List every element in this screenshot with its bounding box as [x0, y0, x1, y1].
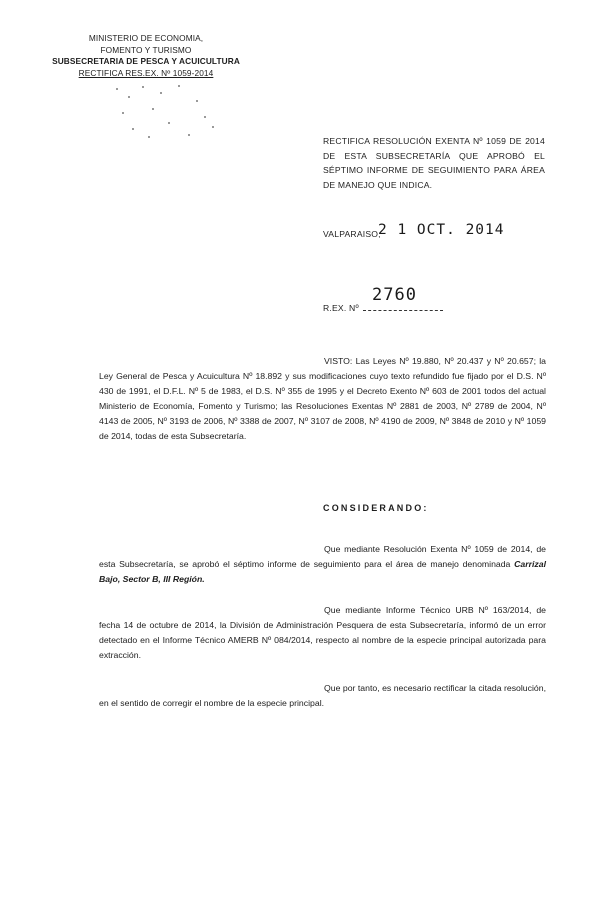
considerando-paragraph-3: Que por tanto, es necesario rectificar la citada resolución, en el sentido de corregir el nombre de la especie principal.	[99, 683, 546, 708]
rex-number-line	[363, 310, 443, 311]
stamped-date: 2 1 OCT. 2014	[378, 222, 505, 238]
document-subject: RECTIFICA RESOLUCIÓN EXENTA Nº 1059 DE 2014 DE ESTA SUBSECRETARÍA QUE APROBÓ EL SÉPTIMO INFORME DE SEGUIMIENTO PARA ÁREA DE MANEJO QUE INDICA.	[323, 136, 545, 190]
resolution-number: 2760	[372, 285, 417, 305]
place-label: VALPARAISO,	[323, 229, 381, 239]
area-name: Carrizal Bajo, Sector B, III Región.	[99, 559, 546, 584]
c1-text: Que mediante Resolución Exenta Nº 1059 de 2014, de esta Subsecretaría, se aprobó el séptimo informe de seguimiento para el área de manejo denominada	[99, 544, 546, 569]
undersecretary-name: SUBSECRETARIA DE PESCA Y ACUICULTURA	[52, 56, 240, 67]
considerando-paragraph-1	[99, 542, 546, 587]
visto-paragraph: VISTO: Las Leyes Nº 19.880, Nº 20.437 y Nº 20.657; la Ley General de Pesca y Acuicultura Nº 18.892 y sus modificaciones cuyo texto refundido fue fijado por el D.S. Nº 430 de 1991, el D.F.L. Nº 5 de 1983, el D.S. Nº 355 de 1995 y el Decreto Exento Nº 603 de 2001 todos del actual Ministerio de Economía, Fomento y Turismo; las Resoluciones Exentas Nº 2881 de 2003, Nº 2789 de 2004, Nº 4143 de 2005, Nº 3193 de 2006, Nº 3388 de 2007, Nº 3107 de 2008, Nº 4190 de 2009, Nº 3848 de 2010 y Nº 1059 de 2014, todas de esta Subsecretaría.	[99, 356, 546, 441]
faded-seal-stamp	[108, 82, 218, 142]
rex-label: R.EX. Nº	[323, 303, 359, 313]
letterhead	[46, 33, 246, 79]
considerando-paragraph-2: Que mediante Informe Técnico URB Nº 163/2014, de fecha 14 de octubre de 2014, la División de Administración Pesquera de esta Subsecretaría, informó de un error detectado en el Informe Técnico AMERB Nº 084/2014, respecto al nombre de la especie principal autorizada para extracción.	[99, 605, 546, 660]
ministry-name: MINISTERIO DE ECONOMIA,	[88, 33, 204, 43]
ministry-subname: FOMENTO Y TURISMO	[100, 44, 192, 55]
document-reference: RECTIFICA RES.EX. Nº 1059-2014	[78, 67, 214, 78]
considerando-heading: CONSIDERANDO:	[323, 503, 429, 513]
